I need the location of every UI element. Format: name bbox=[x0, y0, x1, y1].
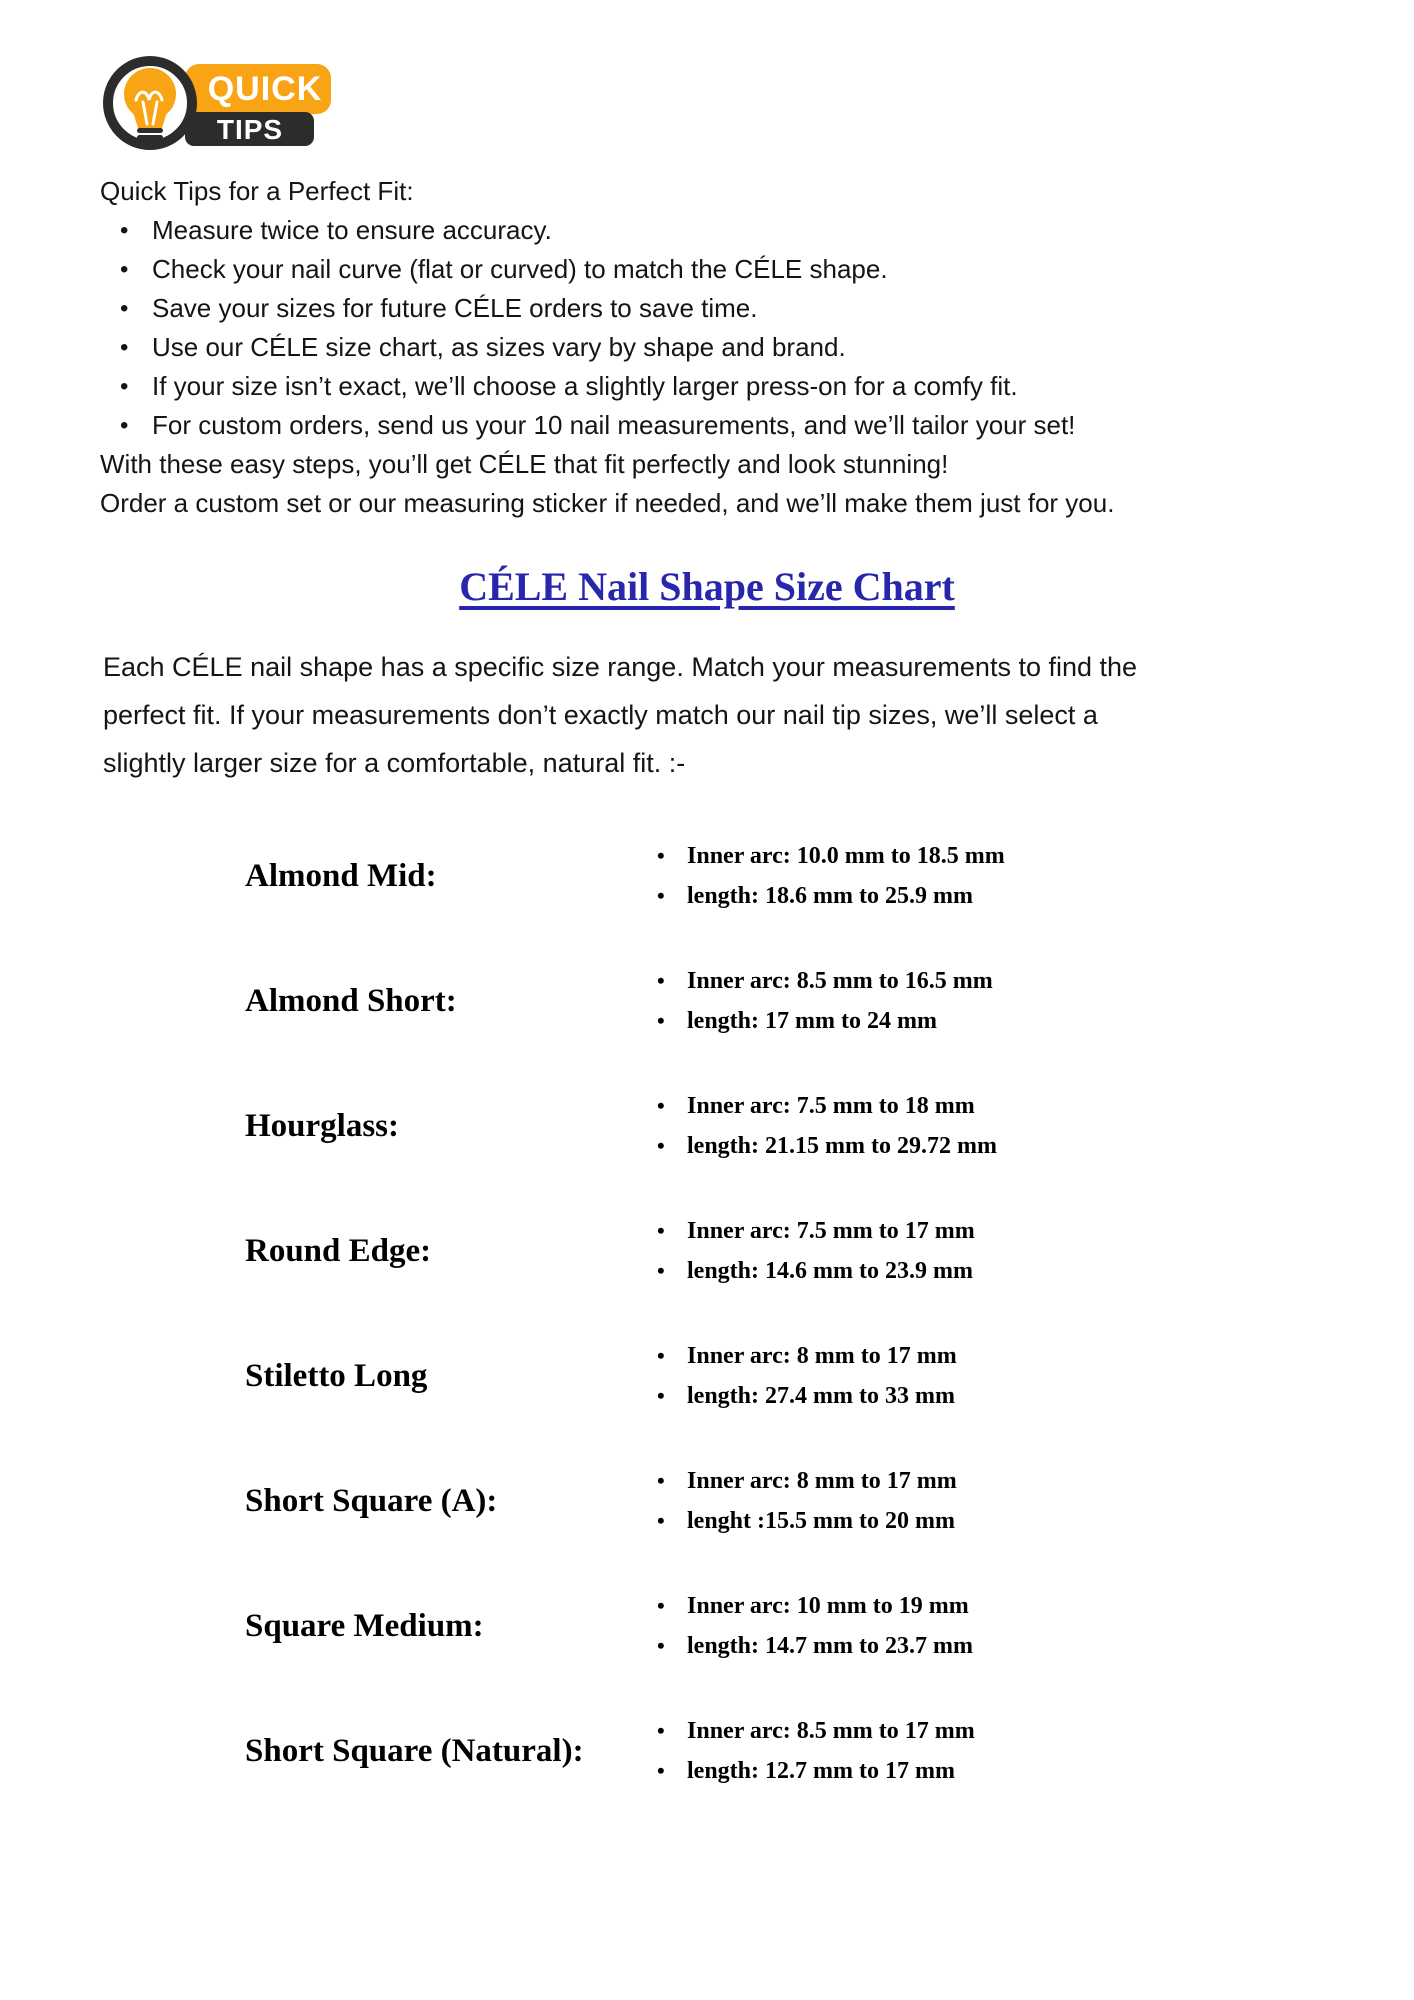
spec-item: • Inner arc: 8.5 mm to 17 mm bbox=[655, 1711, 975, 1751]
shape-name: Square Medium: bbox=[245, 1607, 484, 1644]
shape-row bbox=[0, 1586, 1414, 1666]
shape-name: Short Square (A): bbox=[245, 1482, 498, 1519]
shape-name: Hourglass: bbox=[245, 1107, 400, 1144]
tips-closing-line: With these easy steps, you’ll get CÉLE that fit perfectly and look stunning! bbox=[100, 449, 949, 479]
tip-item: • If your size isn’t exact, we’ll choose a slightly larger press-on for a comfy fit. bbox=[100, 367, 1340, 406]
tip-item: • Use our CÉLE size chart, as sizes vary by shape and brand. bbox=[100, 328, 1340, 367]
shape-specs bbox=[655, 1211, 975, 1291]
intro-line: perfect fit. If your measurements don’t exactly match our nail tip sizes, we’ll select a bbox=[103, 700, 1098, 730]
shape-row bbox=[0, 1211, 1414, 1291]
shape-row bbox=[0, 1086, 1414, 1166]
spec-item: • length: 12.7 mm to 17 mm bbox=[655, 1751, 975, 1791]
quick-tips-section bbox=[100, 172, 1340, 523]
size-chart-intro bbox=[103, 643, 1323, 787]
size-chart-heading-link[interactable]: CÉLE Nail Shape Size Chart bbox=[459, 564, 955, 609]
tips-title: Quick Tips for a Perfect Fit: bbox=[100, 176, 414, 206]
shape-specs bbox=[655, 1086, 997, 1166]
tip-item: • Check your nail curve (flat or curved) to match the CÉLE shape. bbox=[100, 250, 1340, 289]
spec-item: • Inner arc: 10.0 mm to 18.5 mm bbox=[655, 836, 1005, 876]
tips-closing-line: Order a custom set or our measuring sticker if needed, and we’ll make them just for you. bbox=[100, 488, 1115, 518]
shape-specs bbox=[655, 1586, 973, 1666]
spec-item: • length: 21.15 mm to 29.72 mm bbox=[655, 1126, 997, 1166]
shape-name: Stiletto Long bbox=[245, 1357, 428, 1394]
spec-item: • Inner arc: 8.5 mm to 16.5 mm bbox=[655, 961, 993, 1001]
quick-tips-logo bbox=[78, 44, 334, 152]
tip-item: • For custom orders, send us your 10 nail measurements, and we’ll tailor your set! bbox=[100, 406, 1340, 445]
shape-specs bbox=[655, 1336, 957, 1416]
spec-item: • length: 27.4 mm to 33 mm bbox=[655, 1376, 957, 1416]
shape-specs bbox=[655, 1711, 975, 1791]
shape-row bbox=[0, 836, 1414, 916]
spec-item: • Inner arc: 7.5 mm to 17 mm bbox=[655, 1211, 975, 1251]
shape-specs bbox=[655, 836, 1005, 916]
tips-badge-label: TIPS bbox=[216, 114, 284, 145]
tips-list bbox=[100, 211, 1340, 445]
spec-item: • length: 18.6 mm to 25.9 mm bbox=[655, 876, 1005, 916]
shape-name: Almond Mid: bbox=[245, 857, 437, 894]
spec-item: • Inner arc: 7.5 mm to 18 mm bbox=[655, 1086, 997, 1126]
spec-item: • length: 14.7 mm to 23.7 mm bbox=[655, 1626, 973, 1666]
size-chart-heading-row bbox=[0, 563, 1414, 610]
shape-specs bbox=[655, 961, 993, 1041]
tip-item: • Save your sizes for future CÉLE orders to save time. bbox=[100, 289, 1340, 328]
intro-line: slightly larger size for a comfortable, natural fit. :- bbox=[103, 748, 686, 778]
shape-size-list bbox=[0, 836, 1414, 1836]
intro-line: Each CÉLE nail shape has a specific size range. Match your measurements to find the bbox=[103, 652, 1138, 682]
shape-row bbox=[0, 1336, 1414, 1416]
tip-item: • Measure twice to ensure accuracy. bbox=[100, 211, 1340, 250]
quick-tips-logo-graphic bbox=[78, 44, 334, 152]
spec-item: • Inner arc: 8 mm to 17 mm bbox=[655, 1336, 957, 1376]
spec-item: • Inner arc: 8 mm to 17 mm bbox=[655, 1461, 957, 1501]
spec-item: • length: 17 mm to 24 mm bbox=[655, 1001, 993, 1041]
shape-name: Round Edge: bbox=[245, 1232, 432, 1269]
spec-item: • length: 14.6 mm to 23.9 mm bbox=[655, 1251, 975, 1291]
lightbulb-icon bbox=[108, 61, 192, 147]
spec-item: • Inner arc: 10 mm to 19 mm bbox=[655, 1586, 973, 1626]
shape-name: Short Square (Natural): bbox=[245, 1732, 584, 1769]
shape-row bbox=[0, 1461, 1414, 1541]
shape-row bbox=[0, 1711, 1414, 1791]
shape-row bbox=[0, 961, 1414, 1041]
shape-specs bbox=[655, 1461, 957, 1541]
quick-badge-label: QUICK bbox=[207, 70, 323, 108]
spec-item: • lenght :15.5 mm to 20 mm bbox=[655, 1501, 957, 1541]
shape-name: Almond Short: bbox=[245, 982, 457, 1019]
